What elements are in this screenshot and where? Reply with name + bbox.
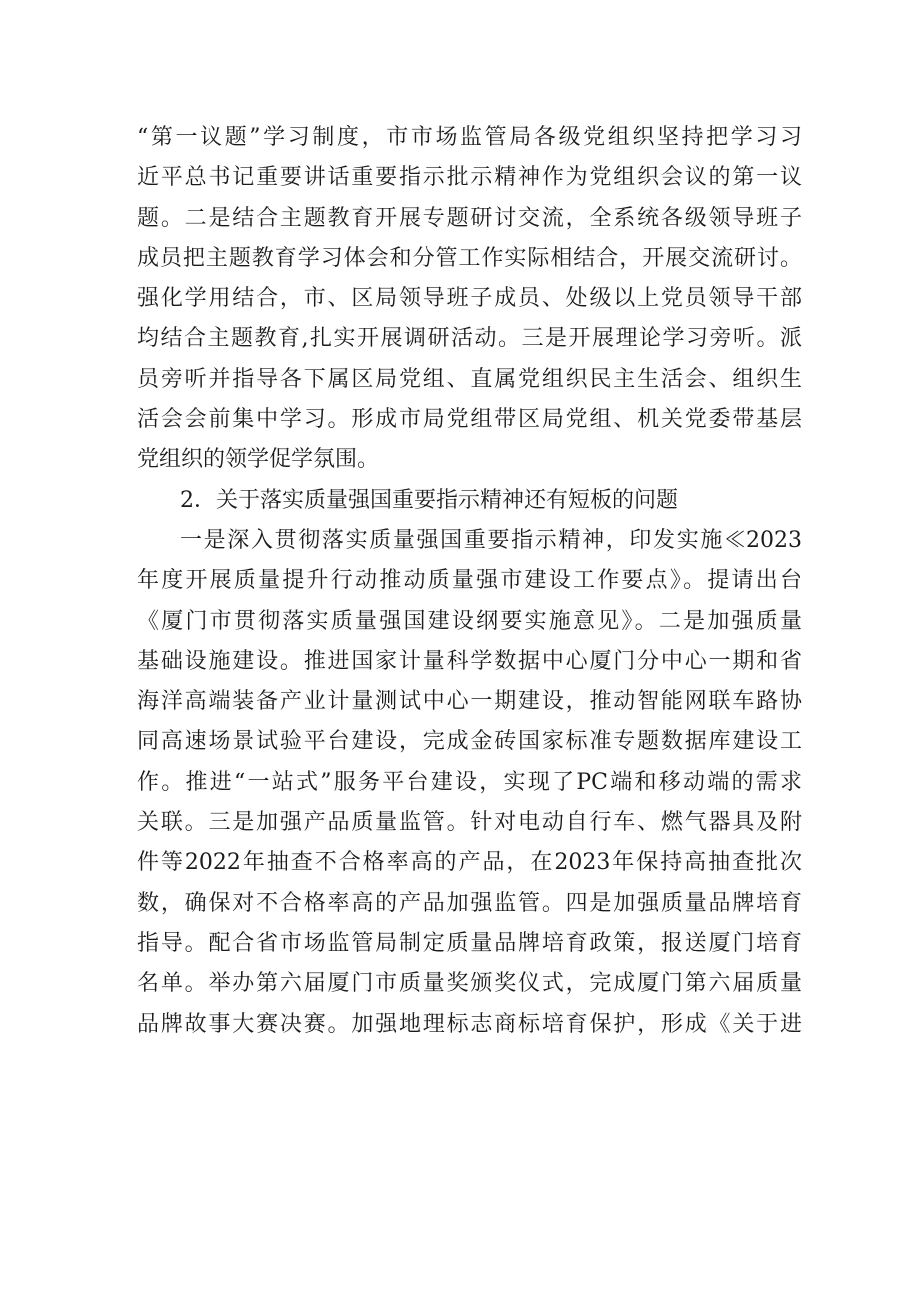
text-line: 员旁听并指导各下属区局党组、直属党组织民主生活会、组织生 (137, 366, 802, 392)
text-line: 关联。三是加强产品质量监管。针对电动自行车、燃气器具及附 (137, 810, 802, 836)
text-line: 一是深入贯彻落实质量强国重要指示精神，印发实施≪2023 (180, 527, 802, 553)
text-line: 近平总书记重要讲话重要指示批示精神作为党组织会议的第一议 (137, 165, 802, 191)
body-text (137, 118, 802, 1045)
text-line: 数，确保对不合格率高的产品加强监管。四是加强质量品牌培育 (137, 890, 802, 916)
text-line: 基础设施建设。推进国家计量科学数据中心厦门分中心一期和省 (137, 648, 802, 674)
text-line: 品牌故事大赛决赛。加强地理标志商标培育保护，形成《关于进 (137, 1011, 802, 1037)
text-line: “第一议题”学习制度，市市场监管局各级党组织坚持把学习习 (137, 125, 802, 150)
text-line: 题。二是结合主题教育开展专题研讨交流，全系统各级领导班子 (137, 205, 802, 231)
text-line: 党组织的领学促学氛围。 (137, 447, 380, 473)
text-line: 名单。举办第六届厦门市质量奖颁奖仪式，完成厦门第六届质量 (137, 971, 802, 997)
text-line: 活会会前集中学习。形成市局党组带区局党组、机关党委带基层 (137, 407, 802, 433)
text-line: 指导。配合省市场监管局制定质量品牌培育政策，报送厦门培育 (137, 930, 802, 956)
text-line: 同高速场景试验平台建设，完成金砖国家标准专题数据库建设工 (137, 729, 802, 755)
section-heading: 2．关于落实质量强国重要指示精神还有短板的问题 (180, 487, 678, 513)
text-line: 件等2022年抽查不合格率高的产品，在2023年保持高抽查批次 (137, 850, 802, 876)
text-line: 年度开展质量提升行动推动质量强市建设工作要点》。提请出台 (137, 568, 802, 594)
text-line: 海洋高端装备产业计量测试中心一期建设，推动智能网联车路协 (137, 689, 802, 715)
text-line: 均结合主题教育,扎实开展调研活动。三是开展理论学习旁听。派 (137, 326, 802, 352)
text-line: 《厦门市贯彻落实质量强国建设纲要实施意见》。二是加强质量 (137, 608, 802, 634)
text-line: 作。推进“一站式”服务平台建设，实现了PC端和移动端的需求 (137, 769, 802, 795)
text-line: 强化学用结合，市、区局领导班子成员、处级以上党员领导干部 (137, 286, 802, 312)
text-line: 成员把主题教育学习体会和分管工作实际相结合，开展交流研讨。 (137, 245, 802, 271)
